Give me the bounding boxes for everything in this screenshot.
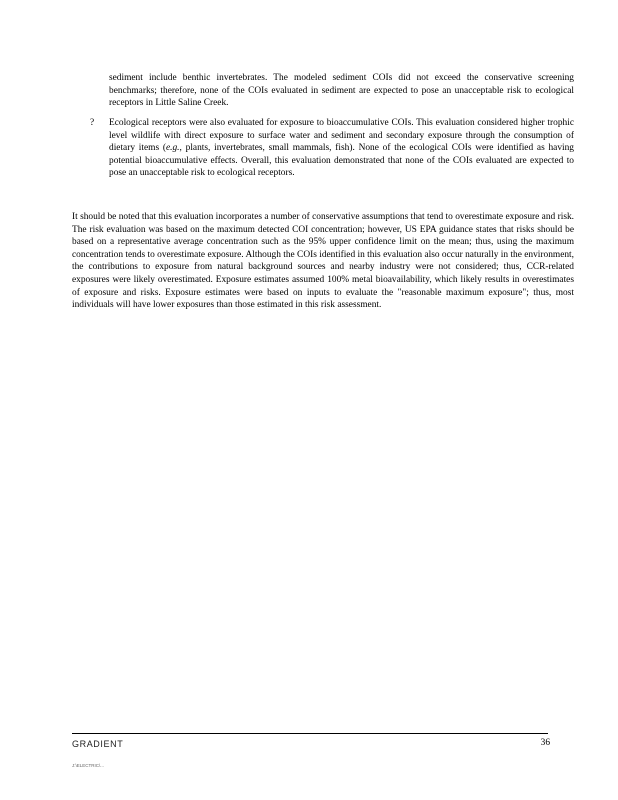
page-number: 36	[540, 738, 550, 748]
bullet-text-part-1: Ecological receptors were also evaluated for exposure to bioaccumulative COIs. This evaluation considered higher trophic level wildlife with direct exposure to surface water and sediment and secondary exposure through the consumption of dietary items (	[109, 118, 574, 154]
bullet-marker: ?	[90, 118, 95, 128]
main-paragraph: It should be noted that this evaluation incorporates a number of conservative assumptions that tend to overestimate exposure and risk. The risk evaluation was based on the maximum detected COI concentration; however, US EPA guidance states that risks should be based on a representative average concentration such as the 95% upper confidence limit on the mean; thus, using the maximum concentration tends to overestimate exposure. Although the COIs identified in this evaluation also occur naturally in the environment, the contributions to exposure from natural background sources and nearby industry were not considered; thus, CCR-related exposures were likely overestimated. Exposure estimates assumed 100% metal bioavailability, which likely results in overestimates of exposure and risks. Exposure estimates were based on inputs to evaluate the "reasonable maximum exposure"; thus, most individuals will have lower exposures than those estimated in this risk assessment.	[72, 212, 574, 311]
bullet-text-italic: e.g.	[165, 143, 180, 154]
document-code: J:\ELECTRIC\...	[72, 763, 105, 768]
bullet-paragraph	[109, 117, 574, 180]
footer-divider	[72, 733, 548, 734]
bullet-text-part-2: , plants, invertebrates, small mammals, fish). None of the ecological COIs were identified as having potential bioaccumulative effects. Overall, this evaluation demonstrated that none of the COIs evaluated are expected to pose an unacceptable risk to ecological receptors.	[109, 143, 574, 179]
company-logo: GRADIENT	[72, 739, 124, 749]
continuation-paragraph: sediment include benthic invertebrates. The modeled sediment COIs did not exceed the conservative screening benchmarks; therefore, none of the COIs evaluated in sediment are expected to pose an unacceptable risk to ecological receptors in Little Saline Creek.	[109, 73, 574, 109]
